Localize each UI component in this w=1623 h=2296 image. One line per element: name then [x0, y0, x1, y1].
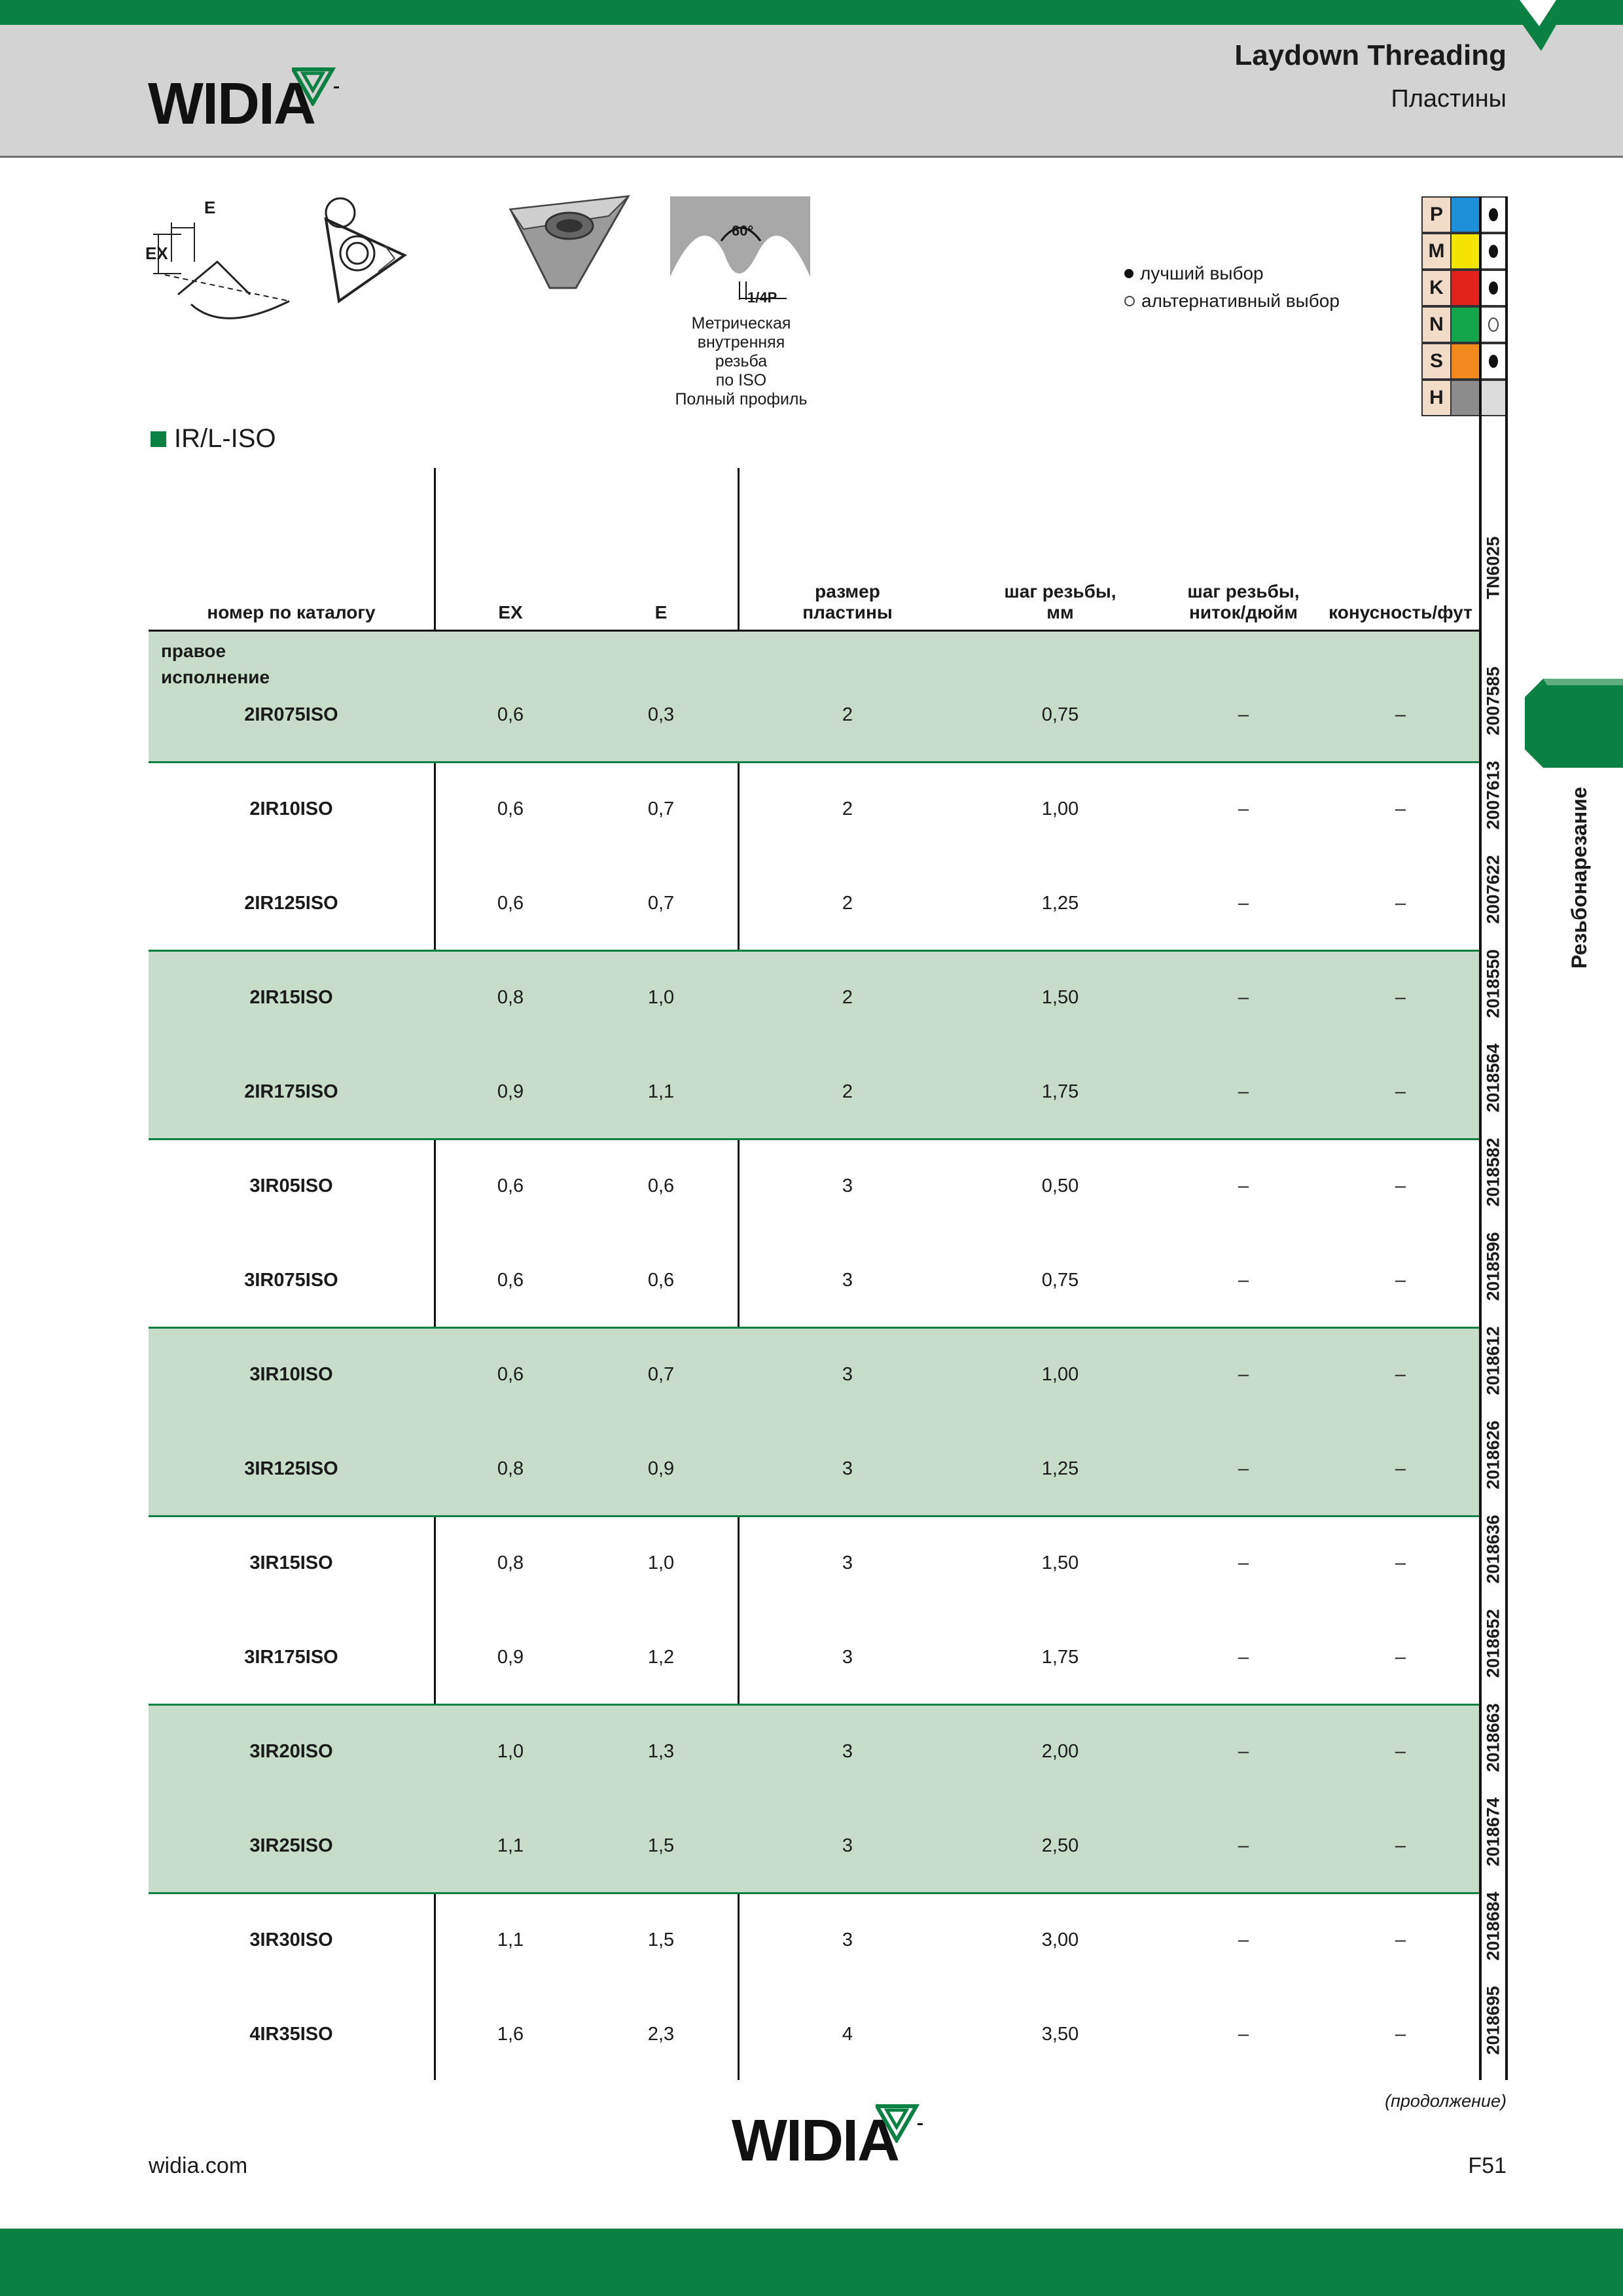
row-group-rule [149, 1327, 1479, 1329]
page-number: F51 [1468, 2153, 1507, 2178]
catalog-number-cell: 3IR30ISO [249, 1929, 333, 1950]
catalog-number-cell: 2IR10ISO [249, 798, 333, 819]
col-header-e: E [654, 602, 668, 622]
caption-line: по ISO [715, 371, 767, 389]
row-group-rule [149, 1515, 1479, 1517]
taper-cell: – [1395, 1270, 1406, 1291]
pitch-tpi-cell: – [1238, 798, 1249, 819]
order-code-text: 2018612 [1483, 1326, 1503, 1395]
grade-letter: P [1421, 196, 1452, 233]
order-code-text: 2007622 [1483, 855, 1503, 924]
pitch-tpi-cell: – [1238, 1647, 1249, 1668]
taper-cell: – [1395, 893, 1406, 914]
ex-cell: 0,6 [497, 1270, 524, 1291]
taper-cell: – [1395, 1458, 1406, 1479]
widia-triangle-icon [876, 2104, 928, 2143]
e-cell: 0,3 [647, 704, 675, 725]
order-code-text: 2018582 [1483, 1138, 1503, 1207]
pitch-mm-cell: 1,25 [1041, 893, 1079, 914]
order-code-text: 2018652 [1483, 1609, 1503, 1678]
insert-size-cell: 2 [842, 893, 853, 914]
order-code-cell [1480, 1986, 1507, 2080]
pitch-mm-cell: 1,75 [1041, 1647, 1079, 1668]
pitch-mm-cell: 1,25 [1041, 1458, 1079, 1479]
order-code-cell [1480, 1420, 1507, 1515]
pitch-mm-cell: 2,00 [1041, 1741, 1079, 1762]
code-column-border [1479, 196, 1482, 2080]
taper-cell: – [1395, 704, 1406, 725]
insert-size-cell: 3 [842, 1835, 853, 1856]
e-cell: 1,3 [647, 1741, 675, 1762]
pitch-mm-cell: 1,75 [1041, 1081, 1079, 1102]
pitch-mm-cell: 1,00 [1041, 798, 1079, 819]
insert-size-cell: 3 [842, 1364, 853, 1385]
row-group-band [149, 950, 1479, 1139]
legend-alternative-label: альтернативный выбор [1141, 291, 1340, 311]
ex-cell: 0,6 [497, 1175, 524, 1196]
catalog-number-cell: 3IR10ISO [249, 1364, 333, 1385]
col-header-catalog: номер по каталогу [207, 602, 376, 622]
e-cell: 1,1 [647, 1081, 675, 1102]
order-code-text: 2018663 [1483, 1703, 1503, 1772]
insert-size-cell: 3 [842, 1647, 853, 1668]
grade-letter: S [1421, 343, 1452, 380]
grade-header-text: TN6025 [1483, 536, 1503, 600]
pitch-tpi-cell: – [1238, 1929, 1249, 1950]
order-code-text: 2018695 [1483, 1986, 1503, 2055]
taper-cell: – [1395, 1552, 1406, 1573]
taper-cell: – [1395, 1741, 1406, 1762]
catalog-number-cell: 4IR35ISO [249, 2024, 333, 2045]
order-code-text: 2018626 [1483, 1420, 1503, 1490]
pitch-tpi-cell: – [1238, 1175, 1249, 1196]
ex-cell: 0,8 [497, 1458, 524, 1479]
ex-cell: 0,6 [497, 1364, 524, 1385]
grade-letter: N [1421, 306, 1452, 343]
order-code-text: 2007585 [1483, 666, 1503, 736]
row-group-rule [149, 1704, 1479, 1706]
order-code-cell [1480, 949, 1507, 1043]
e-cell: 0,9 [647, 1458, 675, 1479]
catalog-number-cell: 3IR05ISO [249, 1175, 333, 1196]
e-cell: 0,6 [647, 1270, 675, 1291]
section-title: IR/L-ISO [174, 424, 276, 453]
e-cell: 1,0 [647, 987, 675, 1008]
insert-size-cell: 3 [842, 1458, 853, 1479]
pitch-mm-cell: 0,75 [1041, 1270, 1079, 1291]
order-code-cell [1480, 1138, 1507, 1232]
grade-letter: M [1421, 233, 1452, 270]
catalog-number-cell: 2IR125ISO [244, 893, 338, 914]
e-cell: 1,5 [647, 1835, 675, 1856]
insert-size-cell: 2 [842, 798, 853, 819]
grade-letter: H [1421, 380, 1452, 416]
page-title: Laydown Threading [1234, 39, 1507, 71]
e-cell: 1,5 [647, 1929, 675, 1950]
group-label: правое исполнение [161, 641, 270, 687]
row-group-band [149, 632, 1479, 762]
caption-line: Полный профиль [675, 390, 808, 408]
col-header-grade [1480, 536, 1507, 622]
section-side-tab [1524, 677, 1623, 769]
ex-dimension-label: EX [145, 243, 168, 263]
insert-size-cell: 3 [842, 1929, 853, 1950]
legend-best-label: лучший выбор [1140, 263, 1264, 283]
catalog-number-cell: 2IR075ISO [244, 704, 338, 725]
catalog-number-cell: 3IR075ISO [244, 1270, 338, 1291]
e-cell: 0,7 [647, 798, 675, 819]
pitch-tpi-cell: – [1238, 1364, 1249, 1385]
order-code-cell [1480, 1043, 1507, 1138]
continued-note: (продолжение) [1385, 2091, 1507, 2111]
e-cell: 1,0 [647, 1552, 675, 1573]
pitch-mm-cell: 1,00 [1041, 1364, 1079, 1385]
e-cell: 0,7 [647, 893, 675, 914]
ex-cell: 0,9 [497, 1081, 524, 1102]
catalog-number-cell: 3IR15ISO [249, 1552, 333, 1573]
pitch-tpi-cell: – [1238, 704, 1249, 725]
ex-cell: 1,1 [497, 1835, 524, 1856]
e-dimension-label: E [204, 198, 216, 217]
pitch-tpi-cell: – [1238, 2024, 1249, 2045]
grade-letter: K [1421, 270, 1452, 306]
bottom-stripe [0, 2229, 1623, 2296]
ex-cell: 1,1 [497, 1929, 524, 1950]
pitch-mm-cell: 1,50 [1041, 1552, 1079, 1573]
order-code-cell [1480, 1326, 1507, 1420]
order-code-text: 2018684 [1483, 1892, 1503, 1961]
taper-cell: – [1395, 1364, 1406, 1385]
pitch-mm-cell: 3,00 [1041, 1929, 1079, 1950]
insert-size-cell: 4 [842, 2024, 853, 2045]
pitch-tpi-cell: – [1238, 1458, 1249, 1479]
ex-cell: 1,0 [497, 1741, 524, 1762]
ex-cell: 0,6 [497, 798, 524, 819]
insert-size-cell: 3 [842, 1552, 853, 1573]
taper-cell: – [1395, 1647, 1406, 1668]
footer-logo [732, 2108, 899, 2175]
col-header-taper: конусность/фут [1329, 602, 1472, 622]
order-code-cell [1480, 1703, 1507, 1797]
row-group-rule [149, 1892, 1479, 1894]
taper-cell: – [1395, 1081, 1406, 1102]
brand-logo-text: WIDIA [148, 71, 315, 137]
col-header-ex: EX [498, 602, 523, 622]
pitch-tpi-cell: – [1238, 1552, 1249, 1573]
ex-cell: 0,9 [497, 1647, 524, 1668]
taper-cell: – [1395, 1175, 1406, 1196]
taper-cell: – [1395, 798, 1406, 819]
pitch-fraction-label: 1/4P [747, 289, 777, 306]
e-cell: 0,7 [647, 1364, 675, 1385]
pitch-mm-cell: 2,50 [1041, 1835, 1079, 1856]
ex-cell: 0,6 [497, 893, 524, 914]
page-subtitle: Пластины [1391, 85, 1507, 113]
catalog-number-cell: 3IR20ISO [249, 1741, 333, 1762]
pitch-mm-cell: 1,50 [1041, 987, 1079, 1008]
ex-cell: 0,6 [497, 704, 524, 725]
catalog-number-cell: 2IR15ISO [249, 987, 333, 1008]
catalog-number-cell: 3IR175ISO [244, 1647, 338, 1668]
col-header-size: размер пластины [802, 581, 893, 622]
row-group-rule [149, 761, 1479, 763]
order-code-cell [1480, 1515, 1507, 1609]
row-group-rule [149, 1138, 1479, 1140]
order-code-cell [1480, 1797, 1507, 1892]
caption-line: резьба [715, 352, 768, 370]
code-column-border [1505, 196, 1508, 2080]
order-code-cell [1480, 1892, 1507, 1986]
col-header-pitch-mm: шаг резьбы, мм [1004, 581, 1116, 622]
ex-cell: 1,6 [497, 2024, 524, 2045]
insert-size-cell: 3 [842, 1270, 853, 1291]
website-link[interactable]: widia.com [149, 2153, 248, 2178]
insert-size-cell: 3 [842, 1741, 853, 1762]
angle-label: 60° [732, 223, 754, 239]
order-code-cell [1480, 1609, 1507, 1703]
pitch-tpi-cell: – [1238, 987, 1249, 1008]
pitch-tpi-cell: – [1238, 893, 1249, 914]
pitch-mm-cell: 0,75 [1041, 704, 1079, 725]
pitch-tpi-cell: – [1238, 1270, 1249, 1291]
e-cell: 2,3 [647, 2024, 675, 2045]
insert-size-cell: 2 [842, 1081, 853, 1102]
order-code-cell [1480, 1232, 1507, 1326]
order-code-cell [1480, 761, 1507, 855]
side-tab-label: Резьбонарезание [1567, 787, 1591, 969]
pitch-mm-cell: 0,50 [1041, 1175, 1079, 1196]
catalog-number-cell: 3IR125ISO [244, 1458, 338, 1479]
caption-line: Метрическая [691, 314, 791, 332]
footer-logo-text: WIDIA [732, 2108, 899, 2174]
taper-cell: – [1395, 2024, 1406, 2045]
pitch-tpi-cell: – [1238, 1835, 1249, 1856]
row-group-band [149, 1327, 1479, 1516]
insert-size-cell: 3 [842, 1175, 853, 1196]
ex-cell: 0,8 [497, 987, 524, 1008]
taper-cell: – [1395, 1929, 1406, 1950]
order-code-cell [1480, 855, 1507, 949]
order-code-text: 2007613 [1483, 761, 1503, 830]
ex-cell: 0,8 [497, 1552, 524, 1573]
pitch-tpi-cell: – [1238, 1741, 1249, 1762]
pitch-tpi-cell: – [1238, 1081, 1249, 1102]
caption-line: внутренняя [697, 333, 785, 351]
row-group-band [149, 1704, 1479, 1893]
taper-cell: – [1395, 987, 1406, 1008]
order-code-text: 2018596 [1483, 1232, 1503, 1301]
e-cell: 1,2 [647, 1647, 675, 1668]
order-code-text: 2018564 [1483, 1043, 1503, 1113]
order-code-text: 2018550 [1483, 949, 1503, 1018]
order-code-text: 2018674 [1483, 1797, 1503, 1867]
pitch-mm-cell: 3,50 [1041, 2024, 1079, 2045]
row-group-rule [149, 950, 1479, 952]
order-code-text: 2018636 [1483, 1515, 1503, 1584]
order-code-cell [1480, 666, 1507, 761]
catalog-number-cell: 3IR25ISO [249, 1835, 333, 1856]
e-cell: 0,6 [647, 1175, 675, 1196]
catalog-number-cell: 2IR175ISO [244, 1081, 338, 1102]
insert-size-cell: 2 [842, 987, 853, 1008]
taper-cell: – [1395, 1835, 1406, 1856]
insert-size-cell: 2 [842, 704, 853, 725]
col-header-pitch-tpi: шаг резьбы, ниток/дюйм [1187, 581, 1300, 622]
